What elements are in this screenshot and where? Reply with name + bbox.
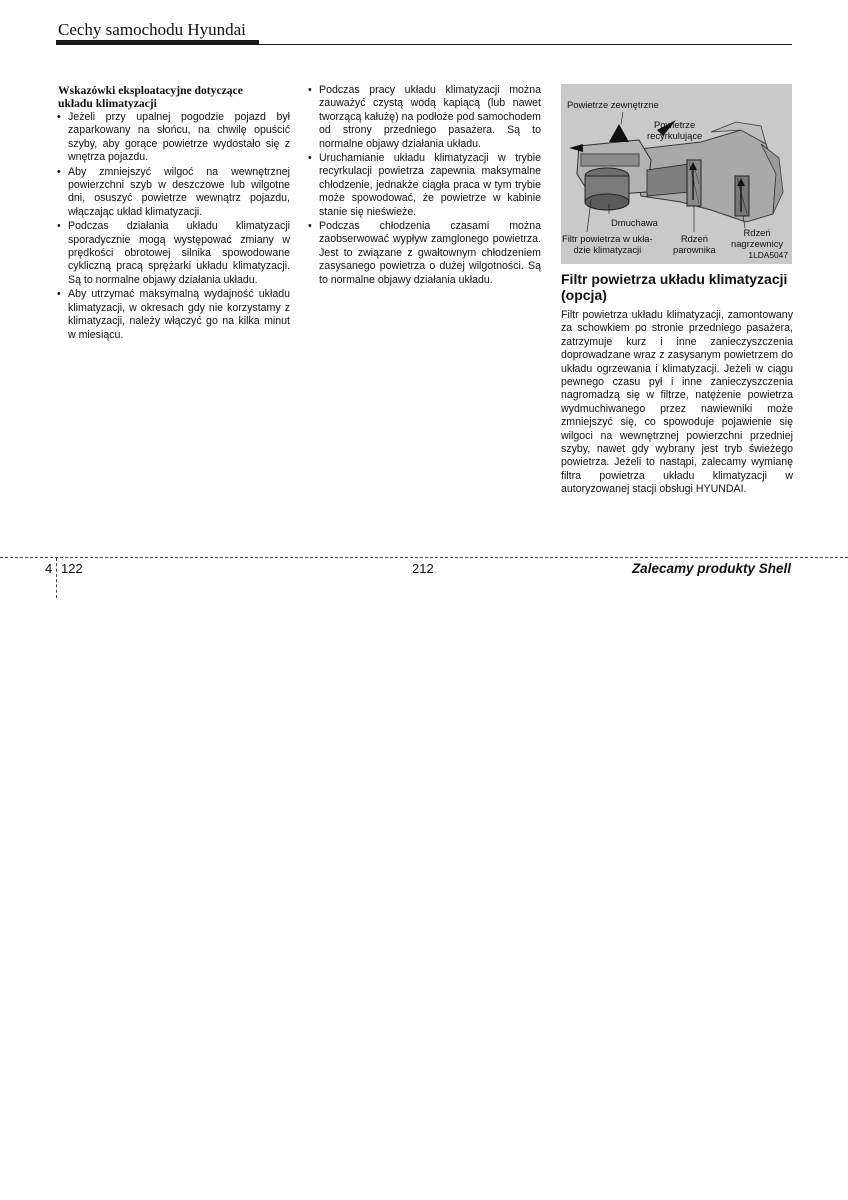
list-item: • Uruchamianie układu klimatyzacji w trybie recyrkulacji powietrza zapewnia maksymalne chłodzenie, jednakże ciągła praca w tym trybie może spowodować, że powietrze w kabinie stanie się nieświeże. bbox=[307, 152, 541, 219]
filter-description: Filtr powietrza układu klimatyzacji, zamontowany za schowkiem po stronie przedniego pasażera, zatrzymuje kurz i inne zanieczyszczenia doprowadzane wraz z zasysanym powietrzem do układu ogrzewania i klimatyzacji. Jeżeli w ciągu pewnego czasu pył i inne zanieczyszczenia nagromadzą się w filtrze, natężenie powietrza wydmuchiwanego przez nawiewniki może zmniejszyć się, co spowoduje pojawienie się wilgoci na wewnętrznej powierzchni przedniej szyby, nawet gdy wybrany jest tryb świeżego powietrza. Jeżeli to nastąpi, zalecamy wymianę filtra powietrza układu klimatyzacji w autoryzowanej stacji obsługi HYUNDAI. bbox=[561, 309, 793, 496]
list-item: • Jeżeli przy upalnej pogodzie pojazd był zaparkowany na słońcu, na chwilę opuścić szyby, aby gorące powietrze wydostało się z wnętrza pojazdu. bbox=[56, 111, 290, 165]
list-item: • Podczas pracy układu klimatyzacji można zauważyć czystą wodą kapiącą (lub nawet tworzącą kałużę) na podłoże pod samochodem od strony przedniego pasażera. Są to normalne objawy działania układu. bbox=[307, 84, 541, 151]
figure-label-filter-line-2: dzie klimatyzacji bbox=[573, 243, 642, 255]
figure-label-evaporator-core bbox=[673, 234, 716, 255]
footer-dashed-rule bbox=[0, 557, 848, 558]
column-3 bbox=[561, 84, 793, 497]
footer-dashed-divider bbox=[56, 558, 57, 598]
figure-label-evaporator-line-2: parownika bbox=[673, 243, 716, 255]
hvac-airflow-figure bbox=[561, 84, 792, 264]
list-item: • Podczas działania układu klimatyzacji sporadycznie mogą występować zmiany w prędkości obrotowej silnika spowodowane cykliczną pracą sprężarki układu klimatyzacji. Są to normalne objawy działania układu. bbox=[56, 220, 290, 287]
figure-label-outside-air: Powietrze zewnętrzne bbox=[567, 99, 659, 110]
list-item: • Podczas chłodzenia czasami można zaobserwować wypływ zamglonego powietrza. Jest to związane z gwałtownym chłodzeniem zasysanego powietrza o dużej wilgotności. Są to normalne objawy działania układu. bbox=[307, 220, 541, 287]
section-heading bbox=[58, 84, 290, 110]
figure-code: 1LDA5047 bbox=[748, 249, 788, 260]
footer-sheet-number: 212 bbox=[412, 561, 434, 576]
figure-label-filter-line-1: Filtr powietrza w ukła- bbox=[562, 233, 653, 244]
list-item: • Aby utrzymać maksymalną wydajność układu klimatyzacji, w okresach gdy nie korzystamy z klimatyzacji, należy włączyć go na kilka minut w miesiącu. bbox=[56, 288, 290, 342]
list-item: • Aby zmniejszyć wilgoć na wewnętrznej powierzchni szyb w deszczowe lub wilgotne dni, osuszyć powietrze wewnątrz pojazdu, włączając układ klimatyzacji. bbox=[56, 166, 290, 220]
header-rule-thin bbox=[56, 44, 792, 45]
figure-label-evaporator-line-1: Rdzeń bbox=[680, 233, 708, 244]
section-heading-filter-line-1: Filtr powietrza układu klimatyzacji bbox=[561, 271, 788, 287]
figure-label-recirc-air bbox=[647, 120, 702, 141]
footer-page-number: 122 bbox=[61, 561, 83, 576]
column-1 bbox=[56, 84, 290, 343]
figure-label-recirc-line-1: Powietrze bbox=[654, 119, 696, 130]
tips-list-continued bbox=[307, 84, 541, 287]
section-heading-filter bbox=[561, 272, 793, 303]
tips-list bbox=[56, 111, 290, 342]
figure-label-heater-line-1: Rdzeń bbox=[743, 227, 771, 238]
figure-label-recirc-line-2: recyrkulujące bbox=[647, 129, 703, 141]
figure-label-heater-line-2: nagrzewnicy bbox=[731, 237, 784, 249]
column-2 bbox=[307, 84, 541, 288]
footer-sponsor-text: Zalecamy produkty Shell bbox=[631, 561, 791, 576]
figure-label-blower: Dmuchawa bbox=[611, 217, 658, 228]
section-heading-filter-line-2: (opcja) bbox=[561, 286, 607, 303]
page-header-title: Cechy samochodu Hyundai bbox=[58, 20, 246, 39]
figure-label-filter bbox=[562, 234, 653, 255]
section-heading-line-2: układu klimatyzacji bbox=[58, 97, 157, 110]
footer-chapter-number: 4 bbox=[45, 561, 53, 576]
section-heading-line-1: Wskazówki eksploatacyjne dotyczące bbox=[58, 84, 243, 97]
figure-label-heater-core bbox=[731, 228, 783, 249]
